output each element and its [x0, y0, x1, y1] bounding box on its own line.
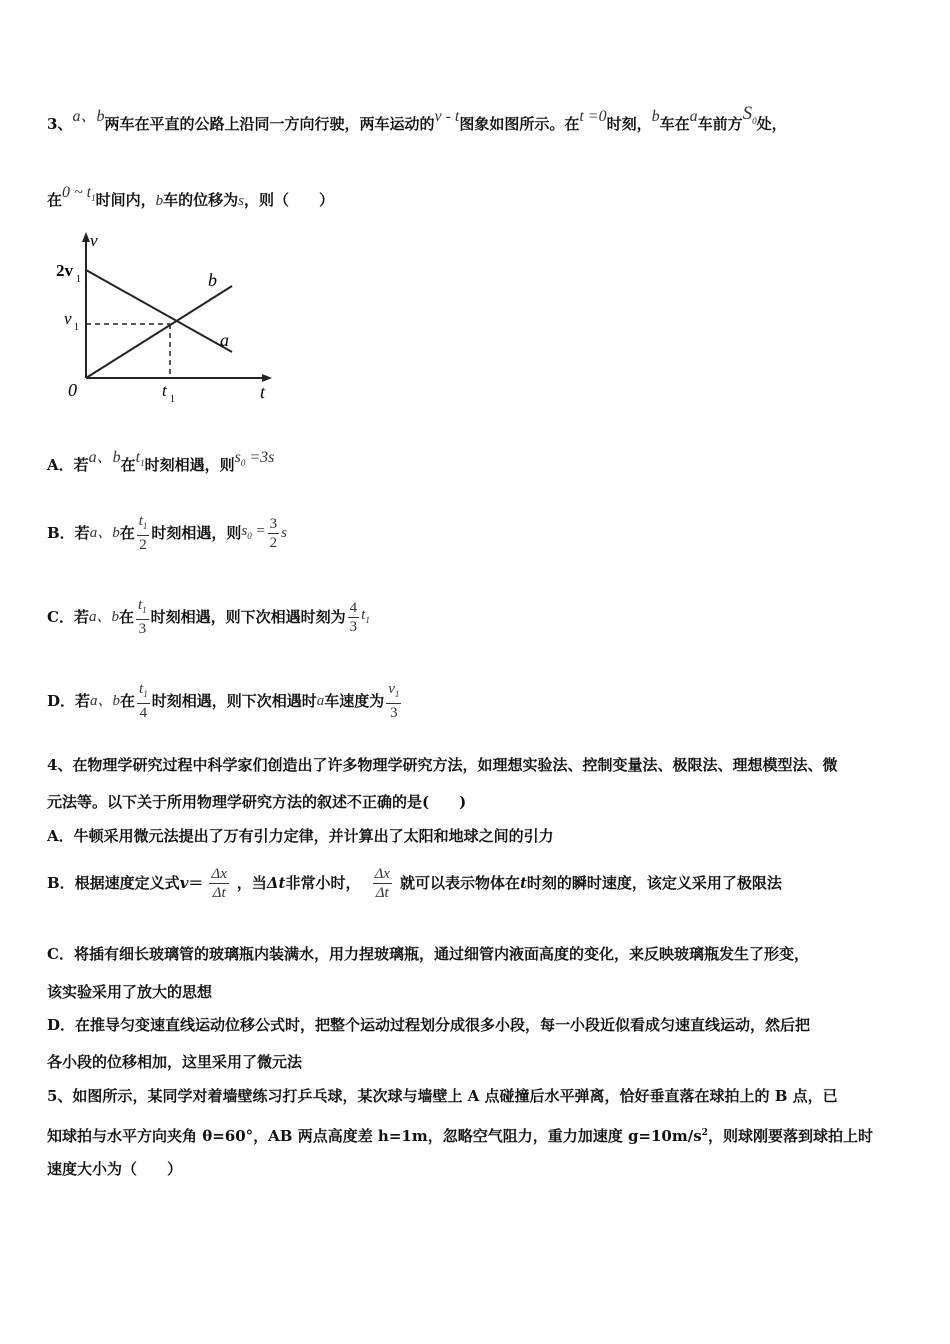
- q4-stem-line2: 元法等。以下关于所用物理学研究方法的叙述不正确的是( ): [47, 793, 467, 811]
- var-b: b: [111, 609, 119, 625]
- equals-sign: ＝: [188, 874, 204, 892]
- text: 处，: [756, 115, 787, 133]
- var-S0: $S_0$: [742, 103, 757, 126]
- var-a: a: [316, 693, 325, 709]
- separator: 、: [96, 609, 112, 625]
- superscript: 2: [701, 1128, 708, 1138]
- text: 在: [120, 456, 136, 474]
- var-a: a: [89, 525, 98, 541]
- option-label: A．若: [47, 456, 89, 474]
- text: 图象如图所示。在: [459, 115, 580, 133]
- origin-label: 0: [68, 380, 77, 400]
- axis-label-v: v: [90, 231, 98, 250]
- line-b: [86, 286, 232, 378]
- q3-stem-line1: [47, 103, 787, 141]
- var-b: b: [112, 525, 120, 541]
- fraction-t1-over-4: $\frac{t_1}{4}$: [139, 681, 148, 721]
- text: 在: [119, 524, 135, 542]
- q4-stem-line1: 4、在物理学研究过程中科学家们创造出了许多物理学研究方法，如理想实验法、控制变量法、极限法、理想模型法、微: [47, 756, 838, 774]
- q4-option-a[interactable]: A．牛顿采用微元法提出了万有引力定律，并计算出了太阳和地球之间的引力: [47, 827, 554, 845]
- var-t1: $t_1$: [135, 449, 145, 469]
- fraction-dx-over-dt: $\frac{\Delta x}{\Delta t}$: [374, 865, 390, 901]
- var-b: b: [112, 693, 121, 709]
- option-label: C．若: [47, 608, 89, 626]
- label-2v1: 2v: [56, 261, 73, 280]
- q5-stem-line2: [47, 1123, 873, 1146]
- text: 在: [120, 692, 136, 710]
- text: 时间内，: [95, 191, 156, 209]
- q4-option-c-line1[interactable]: C．将插有细长玻璃管的玻璃瓶内装满水，用力捏玻璃瓶，通过细管内液面高度的变化，来反映玻璃瓶发生了形变，: [47, 945, 809, 963]
- var-t1: $t_1$: [361, 606, 370, 625]
- text: 非常小时，: [285, 874, 361, 892]
- var-a: a: [72, 108, 81, 125]
- option-label: B．若: [47, 524, 90, 542]
- var-s: s: [238, 193, 244, 209]
- q4-option-d-line1[interactable]: D．在推导匀变速直线运动位移公式时，把整个运动过程划分成很多小段，每一小段近似看成匀速直线运动，然后把: [47, 1016, 811, 1034]
- equation: $s_0$ =: [241, 522, 266, 541]
- equation: $s_0 =3s$: [234, 449, 275, 469]
- separator: 、: [97, 525, 113, 541]
- label-t1: t: [162, 381, 167, 400]
- text: 时刻的瞬时速度，该定义采用了极限法: [526, 874, 782, 892]
- question-number: 3、: [47, 115, 73, 133]
- q3-option-d[interactable]: [47, 680, 403, 722]
- text: 车的位移为: [163, 191, 239, 209]
- line-label-a: a: [220, 330, 229, 350]
- text: 时刻相遇，则下次相遇时: [151, 692, 317, 710]
- text: ，则球刚要落到球拍上时: [707, 1127, 873, 1145]
- var-range: 0 ~ $t_1$: [62, 184, 96, 204]
- separator: 、: [96, 449, 113, 466]
- text: 在: [118, 608, 134, 626]
- text: ，则（ ）: [244, 191, 335, 209]
- var-b: b: [651, 108, 660, 125]
- text: 时刻，: [606, 115, 652, 133]
- var-a: a: [689, 108, 698, 125]
- q4-option-c-line2[interactable]: 该实验采用了放大的思想: [47, 983, 213, 1001]
- fraction-t1-over-2: $\frac{t_1}{2}$: [138, 513, 148, 553]
- fraction-4-over-3: $\frac{4}{3}$: [349, 599, 358, 635]
- q5-stem-line3: 速度大小为（ ）: [47, 1160, 183, 1178]
- line-label-b: b: [208, 270, 217, 290]
- q4-option-b[interactable]: [47, 860, 782, 906]
- text: 时刻相遇，则: [144, 456, 235, 474]
- separator: 、: [97, 693, 113, 709]
- fraction-v1-over-3: $\frac{v_1}{3}$: [388, 681, 400, 721]
- var-a: a: [90, 693, 98, 709]
- label-v1: v: [64, 309, 72, 328]
- text: 车前方: [697, 115, 743, 133]
- var-b: b: [155, 193, 164, 209]
- var-t: t: [519, 874, 527, 892]
- option-label: D．若: [47, 692, 91, 710]
- text: 就可以表示物体在: [399, 874, 520, 892]
- var-a: a: [88, 449, 97, 466]
- vt-graph: [50, 228, 280, 408]
- var-v: v: [179, 874, 189, 892]
- q5-stem-line1: 5、如图所示，某同学对着墙壁练习打乒乓球，某次球与墙壁上 A 点碰撞后水平弹离，恰好垂直落在球拍上的 B 点，已: [47, 1087, 838, 1105]
- v-axis-arrow: [82, 232, 90, 242]
- axis-label-t: t: [260, 382, 266, 402]
- var-b: b: [112, 449, 121, 466]
- fraction-3-over-2: $\frac{3}{2}$: [269, 515, 278, 551]
- text: 时刻相遇，则: [151, 524, 242, 542]
- fraction-dx-over-dt: $\frac{\Delta x}{\Delta t}$: [211, 865, 227, 901]
- var-t0: t =0: [579, 108, 607, 125]
- text: 车速度为: [324, 692, 385, 710]
- q3-option-c[interactable]: [47, 596, 370, 638]
- text: 时刻相遇，则下次相遇时刻为: [150, 608, 346, 626]
- text: ，当: [236, 874, 267, 892]
- q3-option-b[interactable]: [47, 512, 287, 554]
- text: B．根据速度定义式: [47, 874, 180, 892]
- text: 两车在平直的公路上沿同一方向行驶，两车运动的: [104, 115, 435, 133]
- label-t1-sub: 1: [170, 394, 175, 405]
- text: 车在: [659, 115, 690, 133]
- var-b: b: [96, 108, 105, 125]
- fraction-t1-over-3: $\frac{t_1}{3}$: [137, 597, 147, 637]
- var-a: a: [88, 609, 97, 625]
- separator: 、: [80, 108, 97, 125]
- label-v1-sub: 1: [74, 322, 79, 333]
- q3-stem-line2: [47, 184, 335, 216]
- text: 知球拍与水平方向夹角 θ=60°，AB 两点高度差 h=1m，忽略空气阻力，重力加速度 g=10m/s: [47, 1127, 702, 1145]
- t-axis-arrow: [262, 374, 272, 382]
- text: 在: [47, 191, 63, 209]
- q3-option-a[interactable]: [47, 449, 275, 481]
- var-vt: v - t: [434, 108, 460, 125]
- q4-option-d-line2[interactable]: 各小段的位移相加，这里采用了微元法: [47, 1053, 303, 1071]
- var-dt: Δt: [266, 874, 286, 892]
- var-s: s: [281, 525, 287, 541]
- label-2v1-sub: 1: [76, 274, 81, 285]
